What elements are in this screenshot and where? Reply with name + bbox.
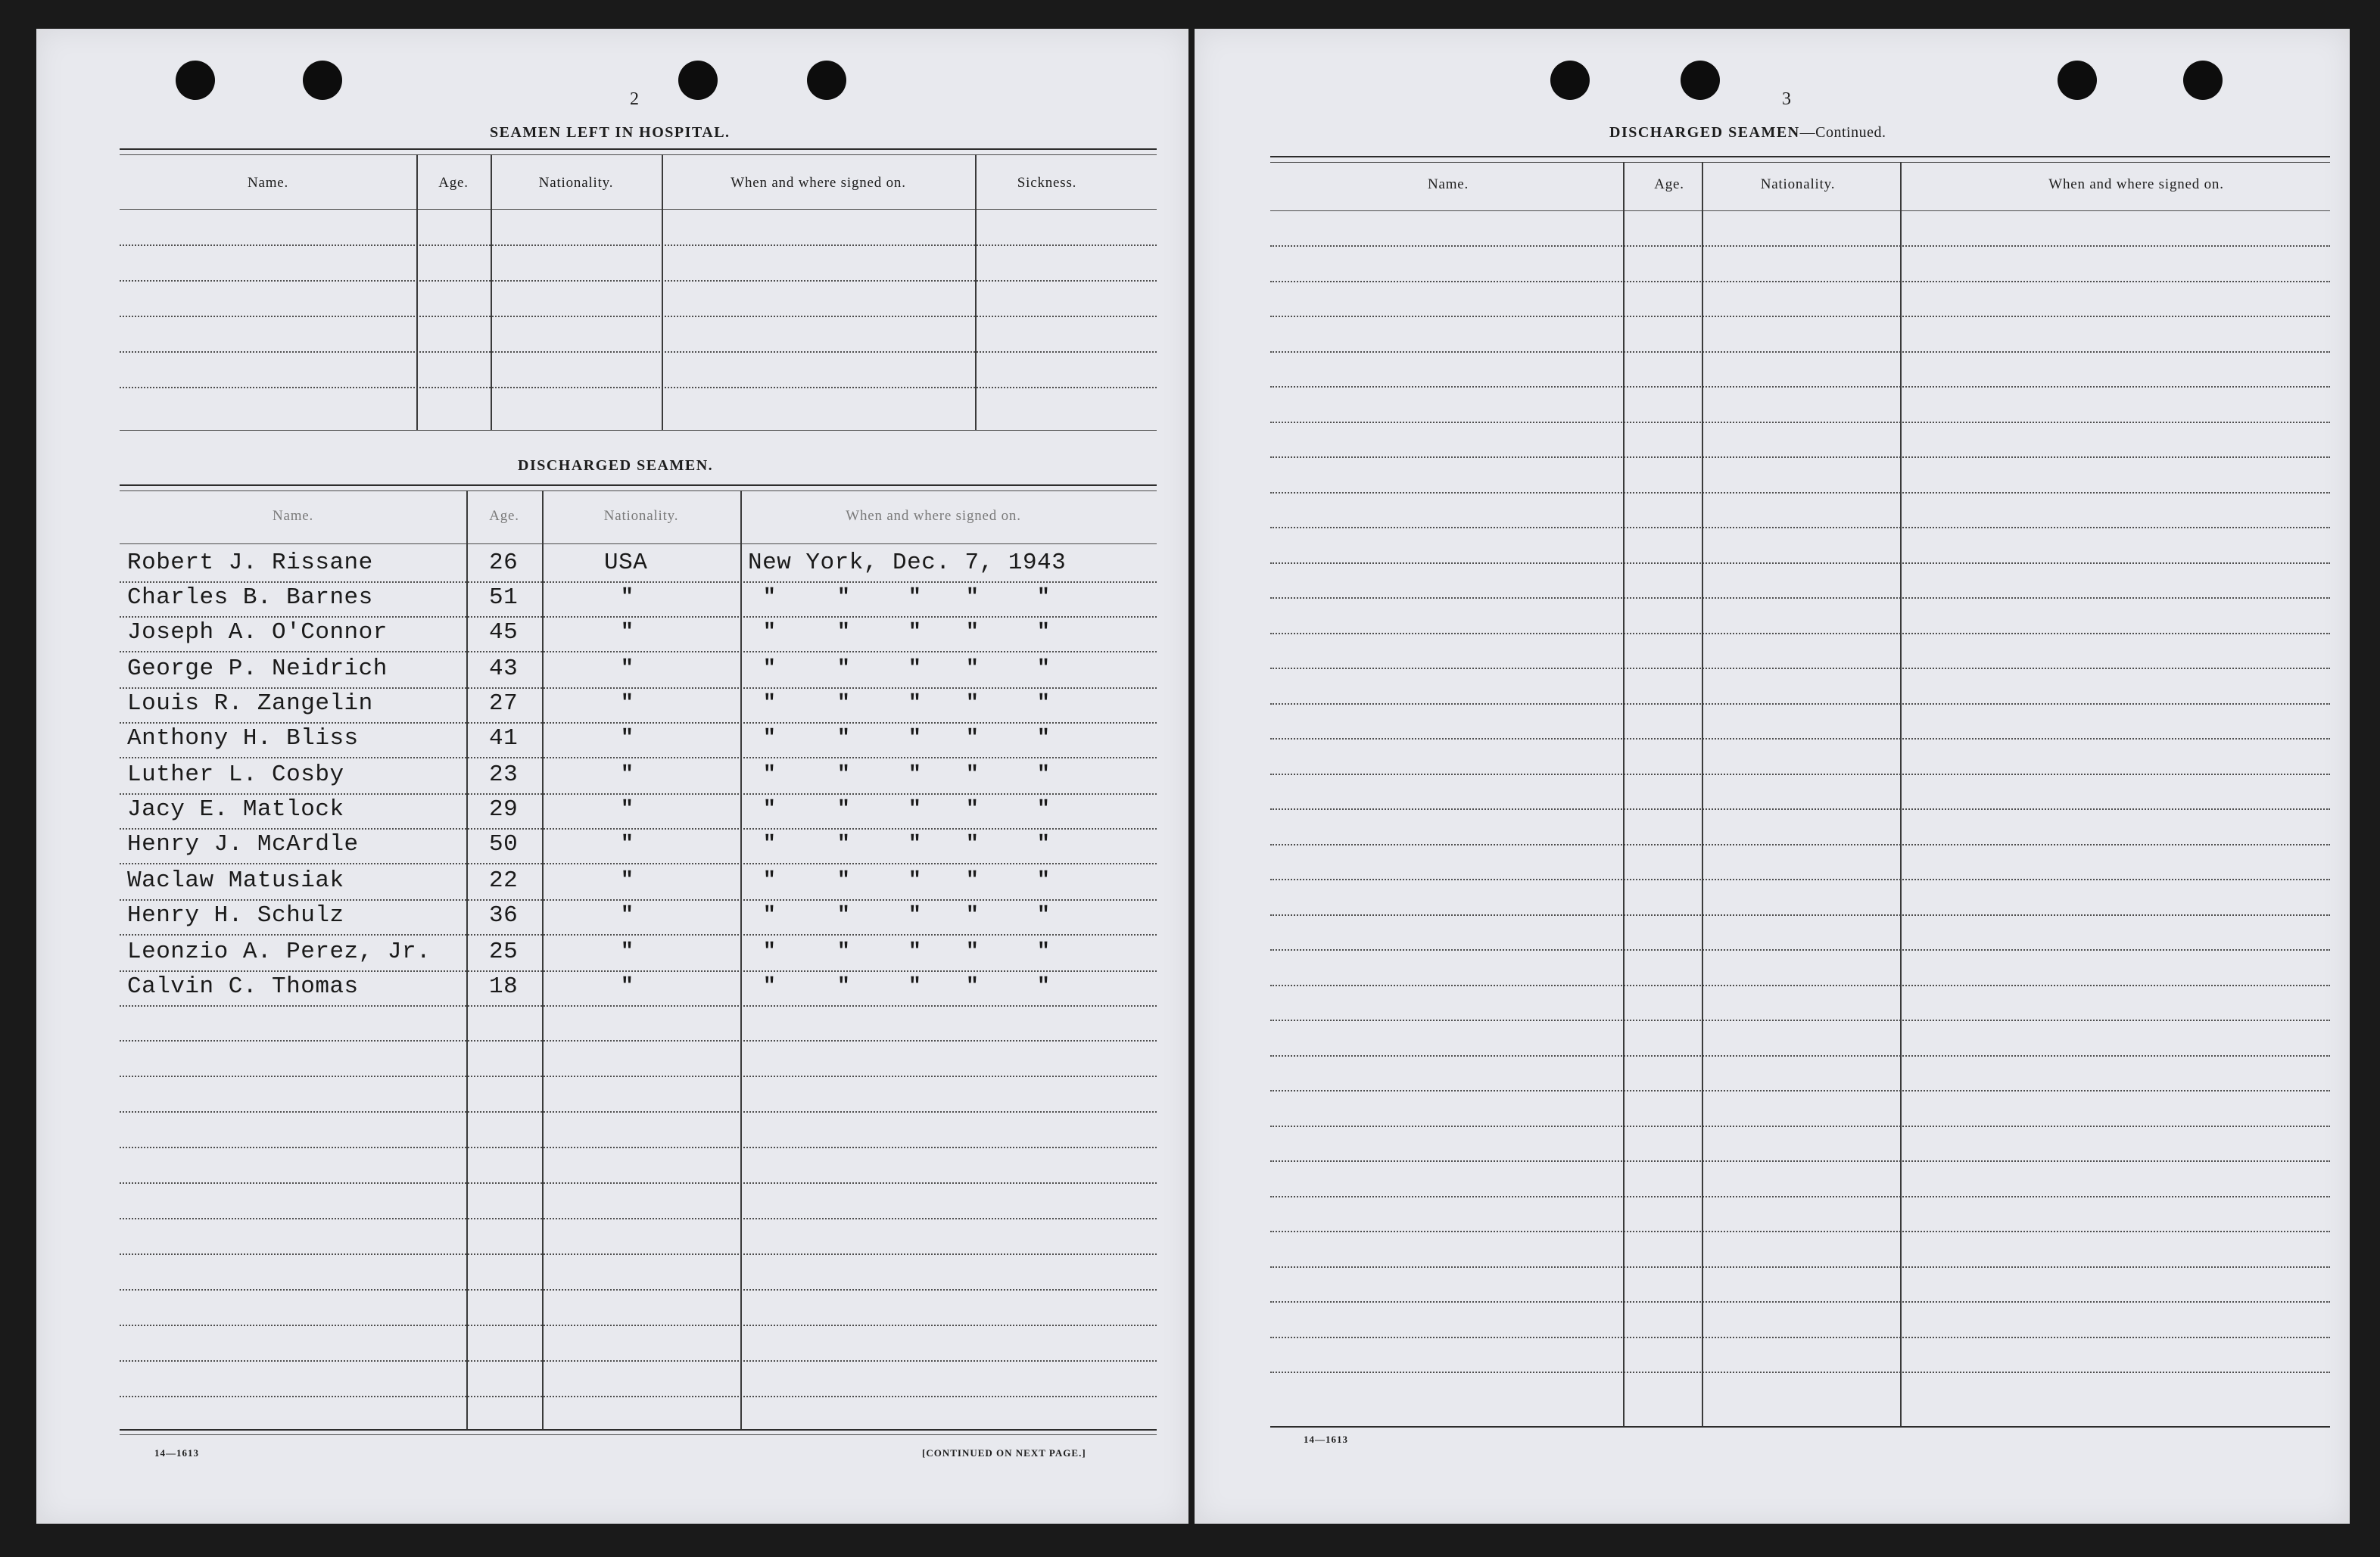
ruled-line	[120, 1253, 1157, 1255]
ruled-line	[120, 828, 1157, 830]
ruled-line	[1270, 316, 2330, 317]
ruled-line	[120, 1182, 1157, 1184]
ditto-mark: "	[966, 586, 979, 609]
ditto-mark: "	[621, 621, 634, 644]
ruled-line	[1270, 1337, 2330, 1338]
punch-hole	[2183, 61, 2223, 100]
seaman-nationality: USA	[604, 550, 648, 576]
ruled-line	[120, 1111, 1157, 1113]
seaman-name: Leonzio A. Perez, Jr.	[127, 939, 431, 965]
ditto-mark: "	[908, 657, 921, 680]
ruled-line	[120, 687, 1157, 689]
ruled-line	[120, 757, 1157, 758]
header-rule	[1270, 210, 2330, 211]
ruled-line	[1270, 774, 2330, 775]
title-main: DISCHARGED SEAMEN	[1609, 124, 1800, 141]
ditto-mark: "	[1037, 763, 1050, 786]
hospital-column-header: Nationality.	[538, 175, 614, 191]
ruled-line	[120, 863, 1157, 864]
table-bottom-rule	[1270, 1426, 2330, 1428]
seaman-name: Calvin C. Thomas	[127, 973, 359, 1000]
ruled-line	[120, 387, 1157, 388]
ruled-line	[1270, 949, 2330, 951]
ditto-mark: "	[763, 692, 776, 715]
column-divider	[662, 154, 663, 430]
ditto-mark: "	[837, 869, 850, 892]
form-number: 14—1613	[154, 1447, 199, 1459]
ditto-mark: "	[908, 869, 921, 892]
ditto-mark: "	[763, 763, 776, 786]
ruled-line	[120, 722, 1157, 724]
ditto-mark: "	[908, 975, 921, 998]
seaman-age: 25	[489, 939, 519, 965]
ruled-line	[120, 1147, 1157, 1148]
ruled-line	[120, 1396, 1157, 1397]
column-divider	[466, 490, 468, 1429]
ditto-mark: "	[966, 904, 979, 927]
ditto-mark: "	[763, 586, 776, 609]
ditto-mark: "	[1037, 869, 1050, 892]
table-bottom-rule	[120, 430, 1157, 431]
ditto-mark: "	[763, 657, 776, 680]
ruled-line	[120, 934, 1157, 936]
ditto-mark: "	[908, 798, 921, 821]
ditto-mark: "	[837, 657, 850, 680]
hospital-column-header: Sickness.	[1017, 175, 1077, 191]
ditto-mark: "	[966, 869, 979, 892]
continued-note: [CONTINUED ON NEXT PAGE.]	[922, 1447, 1086, 1459]
ditto-mark: "	[763, 621, 776, 644]
ditto-mark: "	[837, 940, 850, 964]
ruled-line	[1270, 492, 2330, 494]
discharged-column-header: Age.	[489, 508, 519, 524]
ditto-mark: "	[837, 586, 850, 609]
page-number: 3	[1782, 89, 1792, 109]
ruled-line	[120, 244, 1157, 246]
seaman-age: 51	[489, 584, 519, 611]
ditto-mark: "	[1037, 657, 1050, 680]
ruled-line	[120, 899, 1157, 901]
punch-hole	[2058, 61, 2097, 100]
ditto-mark: "	[837, 727, 850, 750]
discharged-continued-title	[1609, 124, 1886, 142]
seaman-name: Joseph A. O'Connor	[127, 619, 388, 646]
ditto-mark: "	[908, 763, 921, 786]
ditto-mark: "	[763, 798, 776, 821]
section-rule	[120, 484, 1157, 486]
hospital-column-header: When and where signed on.	[731, 175, 906, 191]
ditto-mark: "	[621, 692, 634, 715]
ditto-mark: "	[908, 904, 921, 927]
ditto-mark: "	[908, 621, 921, 644]
ditto-mark: "	[1037, 727, 1050, 750]
section-rule	[1270, 162, 2330, 163]
discharged-column-header: Nationality.	[603, 508, 679, 524]
ditto-mark: "	[966, 975, 979, 998]
seaman-age: 22	[489, 867, 519, 894]
header-rule	[120, 543, 1157, 544]
ditto-mark: "	[621, 657, 634, 680]
column-divider	[491, 154, 492, 430]
ditto-mark: "	[908, 833, 921, 856]
punch-hole	[1681, 61, 1720, 100]
header-rule	[120, 209, 1157, 210]
seaman-name: George P. Neidrich	[127, 655, 388, 682]
ruled-line	[1270, 281, 2330, 282]
ruled-line	[1270, 527, 2330, 528]
ditto-mark: "	[1037, 586, 1050, 609]
section-rule	[120, 490, 1157, 491]
ditto-mark: "	[966, 940, 979, 964]
ruled-line	[1270, 456, 2330, 458]
punch-hole	[807, 61, 846, 100]
title-suffix: —Continued.	[1799, 124, 1886, 141]
right-page	[1195, 29, 2350, 1524]
ditto-mark: "	[966, 727, 979, 750]
column-divider	[740, 490, 742, 1429]
ruled-line	[1270, 985, 2330, 986]
ruled-line	[120, 1040, 1157, 1042]
seaman-age: 27	[489, 690, 519, 717]
continued-column-header: Age.	[1654, 176, 1684, 192]
ditto-mark: "	[837, 763, 850, 786]
ruled-line	[120, 351, 1157, 353]
ditto-mark: "	[908, 692, 921, 715]
punch-hole	[176, 61, 215, 100]
seaman-name: Anthony H. Bliss	[127, 725, 359, 752]
page-number: 2	[630, 89, 640, 109]
ruled-line	[1270, 1266, 2330, 1268]
ditto-mark: "	[966, 763, 979, 786]
seaman-name: Henry H. Schulz	[127, 902, 344, 929]
ruled-line	[120, 616, 1157, 618]
ruled-line	[1270, 738, 2330, 740]
seaman-name: Robert J. Rissane	[127, 550, 373, 576]
ditto-mark: "	[908, 586, 921, 609]
seaman-name: Louis R. Zangelin	[127, 690, 373, 717]
ruled-line	[1270, 386, 2330, 388]
ruled-line	[120, 1005, 1157, 1007]
ruled-line	[1270, 1090, 2330, 1091]
ruled-line	[120, 793, 1157, 795]
ruled-line	[1270, 633, 2330, 634]
ditto-mark: "	[763, 904, 776, 927]
ruled-line	[1270, 1196, 2330, 1197]
ruled-line	[1270, 1231, 2330, 1232]
ditto-mark: "	[621, 833, 634, 856]
ditto-mark: "	[1037, 833, 1050, 856]
ditto-mark: "	[908, 727, 921, 750]
punch-hole	[678, 61, 718, 100]
ruled-line	[1270, 1301, 2330, 1303]
seaman-age: 18	[489, 973, 519, 1000]
column-divider	[1623, 162, 1625, 1426]
column-divider	[416, 154, 418, 430]
continued-column-header: Nationality.	[1760, 176, 1836, 192]
ruled-line	[120, 651, 1157, 652]
column-divider	[1702, 162, 1703, 1426]
ditto-mark: "	[621, 586, 634, 609]
ditto-mark: "	[837, 692, 850, 715]
ditto-mark: "	[1037, 692, 1050, 715]
ditto-mark: "	[621, 975, 634, 998]
ruled-line	[1270, 844, 2330, 845]
ditto-mark: "	[763, 940, 776, 964]
hospital-column-header: Name.	[247, 175, 289, 191]
continued-column-header: When and where signed on.	[2048, 176, 2224, 192]
ruled-line	[1270, 562, 2330, 564]
ditto-mark: "	[966, 621, 979, 644]
ditto-mark: "	[1037, 621, 1050, 644]
ruled-line	[120, 1076, 1157, 1077]
ditto-mark: "	[621, 869, 634, 892]
seaman-name: Charles B. Barnes	[127, 584, 373, 611]
ruled-line	[1270, 245, 2330, 247]
ditto-mark: "	[966, 833, 979, 856]
ditto-mark: "	[763, 869, 776, 892]
ditto-mark: "	[1037, 940, 1050, 964]
ditto-mark: "	[908, 940, 921, 964]
ruled-line	[1270, 914, 2330, 916]
seaman-name: Henry J. McArdle	[127, 831, 359, 858]
ditto-mark: "	[621, 940, 634, 964]
seaman-age: 50	[489, 831, 519, 858]
continued-column-header: Name.	[1427, 176, 1469, 192]
discharged-section-title: DISCHARGED SEAMEN.	[518, 457, 714, 474]
seaman-age: 43	[489, 655, 519, 682]
discharged-column-header: When and where signed on.	[846, 508, 1021, 524]
ditto-mark: "	[1037, 975, 1050, 998]
column-divider	[542, 490, 544, 1429]
seaman-age: 45	[489, 619, 519, 646]
ruled-line	[1270, 703, 2330, 705]
ruled-line	[1270, 422, 2330, 423]
ditto-mark: "	[837, 798, 850, 821]
seaman-name: Jacy E. Matlock	[127, 796, 344, 823]
ruled-line	[120, 1289, 1157, 1291]
ditto-mark: "	[621, 727, 634, 750]
ruled-line	[1270, 1160, 2330, 1162]
seaman-age: 36	[489, 902, 519, 929]
ditto-mark: "	[837, 621, 850, 644]
ruled-line	[1270, 1126, 2330, 1127]
ditto-mark: "	[621, 904, 634, 927]
seaman-age: 29	[489, 796, 519, 823]
ruled-line	[1270, 597, 2330, 599]
ditto-mark: "	[1037, 798, 1050, 821]
ditto-mark: "	[1037, 904, 1050, 927]
seaman-age: 23	[489, 761, 519, 788]
ruled-line	[120, 581, 1157, 583]
ditto-mark: "	[763, 727, 776, 750]
ditto-mark: "	[763, 975, 776, 998]
punch-hole	[1550, 61, 1590, 100]
column-divider	[1900, 162, 1902, 1426]
ditto-mark: "	[966, 798, 979, 821]
ditto-mark: "	[966, 657, 979, 680]
ditto-mark: "	[763, 833, 776, 856]
ditto-mark: "	[837, 904, 850, 927]
ditto-mark: "	[621, 798, 634, 821]
ruled-line	[120, 1218, 1157, 1219]
ruled-line	[120, 970, 1157, 972]
hospital-section-title: SEAMEN LEFT IN HOSPITAL.	[490, 124, 731, 141]
ruled-line	[120, 1360, 1157, 1362]
form-number: 14—1613	[1304, 1434, 1348, 1445]
seaman-age: 26	[489, 550, 519, 576]
ruled-line	[1270, 668, 2330, 669]
ruled-line	[120, 1325, 1157, 1326]
seaman-name: Luther L. Cosby	[127, 761, 344, 788]
section-rule	[1270, 156, 2330, 157]
ruled-line	[1270, 1055, 2330, 1057]
ruled-line	[1270, 351, 2330, 353]
ruled-line	[1270, 1020, 2330, 1021]
seaman-age: 41	[489, 725, 519, 752]
ruled-line	[1270, 879, 2330, 880]
ruled-line	[120, 280, 1157, 282]
ditto-mark: "	[966, 692, 979, 715]
seaman-name: Waclaw Matusiak	[127, 867, 344, 894]
ruled-line	[1270, 1372, 2330, 1373]
ruled-line	[120, 316, 1157, 317]
table-bottom-rule	[120, 1429, 1157, 1431]
column-divider	[975, 154, 977, 430]
punch-hole	[303, 61, 342, 100]
ditto-mark: "	[837, 975, 850, 998]
ditto-mark: "	[837, 833, 850, 856]
hospital-column-header: Age.	[438, 175, 469, 191]
table-bottom-rule	[120, 1434, 1157, 1435]
ruled-line	[1270, 808, 2330, 810]
left-page	[36, 29, 1188, 1524]
ditto-mark: "	[621, 763, 634, 786]
discharged-column-header: Name.	[272, 508, 314, 524]
seaman-signed-on: New York, Dec. 7, 1943	[748, 550, 1067, 576]
